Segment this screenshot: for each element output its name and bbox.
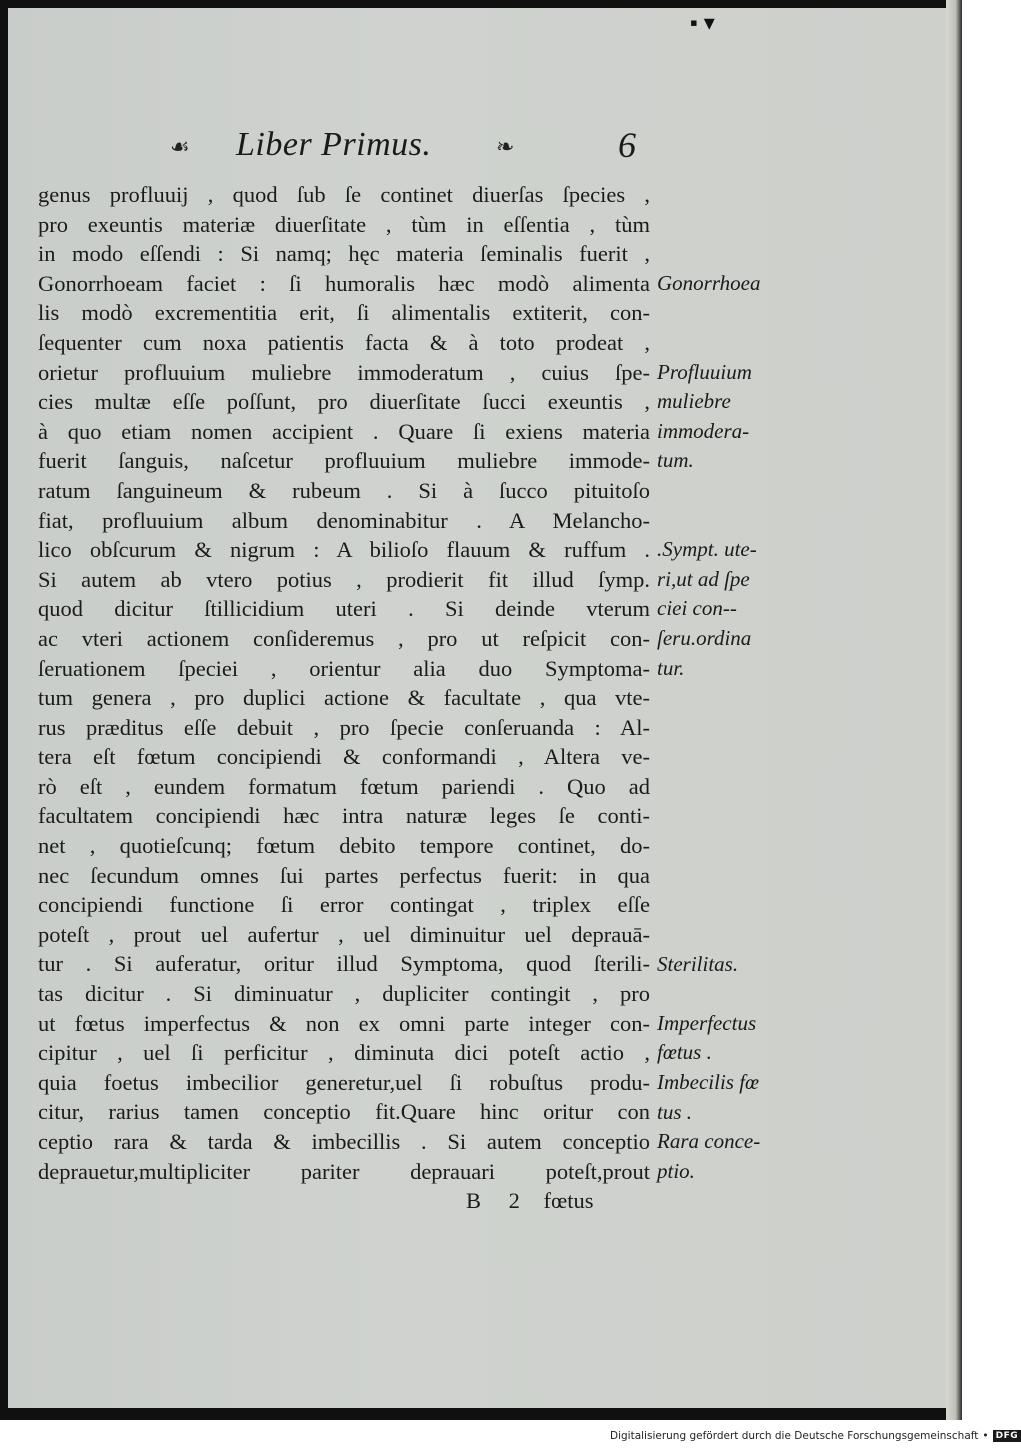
dfg-logo: DFG bbox=[993, 1430, 1021, 1442]
margin-note-line: immodera- bbox=[657, 418, 750, 443]
text-line: ſeruationem ſpeciei , orientur alia duo Symptoma- bbox=[38, 655, 650, 681]
margin-note-line: ciei con-- bbox=[657, 596, 737, 621]
top-margin-marks: ▪▾ bbox=[690, 10, 721, 35]
text-line: concipiendi functione ſi error contingat , triplex eſſe bbox=[38, 892, 650, 918]
text-line: ratum ſanguineum & rubeum . Si à ſucco pituitoſo bbox=[38, 477, 650, 503]
text-line: genus profluuij , quod ſub ſe continet diuerſas ſpecies , bbox=[38, 182, 650, 207]
margin-note-line: tur. bbox=[657, 655, 685, 680]
text-line: poteſt , prout uel aufertur , uel diminuitur uel deprauā- bbox=[38, 921, 650, 947]
margin-note-line: Rara conce- bbox=[657, 1129, 761, 1154]
margin-note-line: ptio. bbox=[657, 1158, 695, 1183]
text-line: tum genera , pro duplici actione & facultate , qua vte- bbox=[38, 685, 650, 711]
footer-separator: • bbox=[982, 1430, 989, 1442]
text-line: cies multæ eſſe poſſunt, pro diuerſitate ſucci exeuntis , bbox=[38, 389, 650, 415]
footer bbox=[610, 1428, 1021, 1444]
text-line: à quo etiam nomen accipient . Quare ſi exiens materia bbox=[38, 418, 650, 444]
margin-note-line: .Sympt. ute- bbox=[657, 537, 757, 562]
margin-note-line: Imbecilis fœ bbox=[657, 1070, 760, 1094]
margin-note-line: ſeru.ordina bbox=[657, 625, 752, 650]
text-line: ac vteri actionem conſideremus , pro ut reſpicit con- bbox=[38, 625, 650, 651]
margin-note bbox=[657, 358, 792, 476]
running-head bbox=[170, 122, 670, 172]
text-line: tur . Si auferatur, oritur illud Symptoma, quod ſterili- bbox=[38, 951, 650, 977]
text-line: orietur profluuium muliebre immoderatum , cuius ſpe- bbox=[38, 359, 650, 385]
margin-note-line: ri,ut ad ſpe bbox=[657, 566, 750, 591]
text-line: ut fœtus imperfectus & non ex omni parte integer con- bbox=[38, 1010, 650, 1036]
text-line: nec ſecundum omnes ſui partes perfectus fuerit: in qua bbox=[38, 862, 650, 888]
page-number: 6 bbox=[618, 125, 636, 165]
margin-note-line: tus . bbox=[657, 1099, 693, 1124]
margin-note bbox=[657, 1068, 792, 1127]
signature-number: 2 bbox=[508, 1188, 520, 1213]
footer-text: Digitalisierung gefördert durch die Deutsche Forschungsgemeinschaft bbox=[610, 1430, 979, 1442]
margin-note bbox=[657, 1127, 792, 1186]
ornament-right-icon: ❧ bbox=[496, 134, 515, 159]
text-line: rò eſt , eundem formatum fœtum pariendi . Quo ad bbox=[38, 773, 650, 799]
catchword-line bbox=[466, 1186, 626, 1216]
margin-note bbox=[657, 950, 792, 980]
margin-note-line: fœtus . bbox=[657, 1040, 712, 1065]
signature-mark: B bbox=[466, 1188, 482, 1213]
text-line: tas dicitur . Si diminuatur , dupliciter contingit , pro bbox=[38, 981, 650, 1007]
text-line: facultatem concipiendi hæc intra naturæ leges ſe conti- bbox=[38, 803, 650, 829]
ornament-left-icon: ☙ bbox=[170, 134, 190, 159]
margin-note-line: Imperfectus bbox=[657, 1010, 757, 1035]
text-line: Si autem ab vtero potius , prodierit fit illud ſymp. bbox=[38, 566, 650, 592]
text-line: ceptio rara & tarda & imbecillis . Si autem conceptio bbox=[38, 1129, 650, 1154]
text-line: quod dicitur ſtillicidium uteri . Si deinde vterum bbox=[38, 596, 650, 622]
text-line: tera eſt fœtum concipiendi & conformandi , Altera ve- bbox=[38, 744, 650, 770]
text-line: pro exeuntis materiæ diuerſitate , tùm in eſſentia , tùm bbox=[38, 211, 650, 237]
text-line: lis modò excrementitia erit, ſi alimentalis extiterit, con- bbox=[38, 300, 650, 326]
margin-note-line: Profluuium bbox=[657, 359, 752, 384]
page-edge bbox=[946, 0, 962, 1420]
text-line: rus præditus eſſe debuit , pro ſpecie conſeruanda : Al- bbox=[38, 714, 650, 740]
body-text bbox=[38, 180, 650, 1186]
text-line: quia foetus imbecilior generetur,uel ſi robuſtus produ- bbox=[38, 1069, 650, 1095]
text-line: net , quotieſcunq; fœtum debito tempore continet, do- bbox=[38, 833, 650, 859]
text-line: fiat, profluuium album denominabitur . A Melancho- bbox=[38, 507, 650, 533]
margin-note-line: Gonorrhoea bbox=[657, 270, 761, 295]
text-line: fuerit ſanguis, naſcetur profluuium muliebre immode- bbox=[38, 448, 650, 474]
catchword: fœtus bbox=[543, 1188, 594, 1213]
margin-note-line: tum. bbox=[657, 448, 694, 473]
margin-note-line: Sterilitas. bbox=[657, 951, 739, 976]
text-line: citur, rarius tamen conceptio fit.Quare hinc oritur con bbox=[38, 1099, 650, 1125]
running-head-title: Liber Primus. bbox=[236, 126, 432, 163]
text-line: lico obſcurum & nigrum : A bilioſo flauum & ruffum . bbox=[38, 537, 650, 563]
margin-note-line: muliebre bbox=[657, 389, 731, 414]
margin-note bbox=[657, 1009, 792, 1068]
text-line: ſequenter cum noxa patientis facta & à toto prodeat , bbox=[38, 329, 650, 355]
margin-note bbox=[657, 535, 792, 683]
text-line: deprauetur,multipliciter pariter deprauari poteſt,prout bbox=[38, 1158, 650, 1184]
text-line: Gonorrhoeam faciet : ſi humoralis hæc modò alimenta bbox=[38, 270, 650, 296]
text-line: cipitur , uel ſi perficitur , diminuta dici poteſt actio , bbox=[38, 1040, 650, 1066]
text-line: in modo eſſendi : Si namq; hęc materia ſeminalis fuerit , bbox=[38, 241, 650, 267]
margin-note bbox=[657, 269, 792, 299]
